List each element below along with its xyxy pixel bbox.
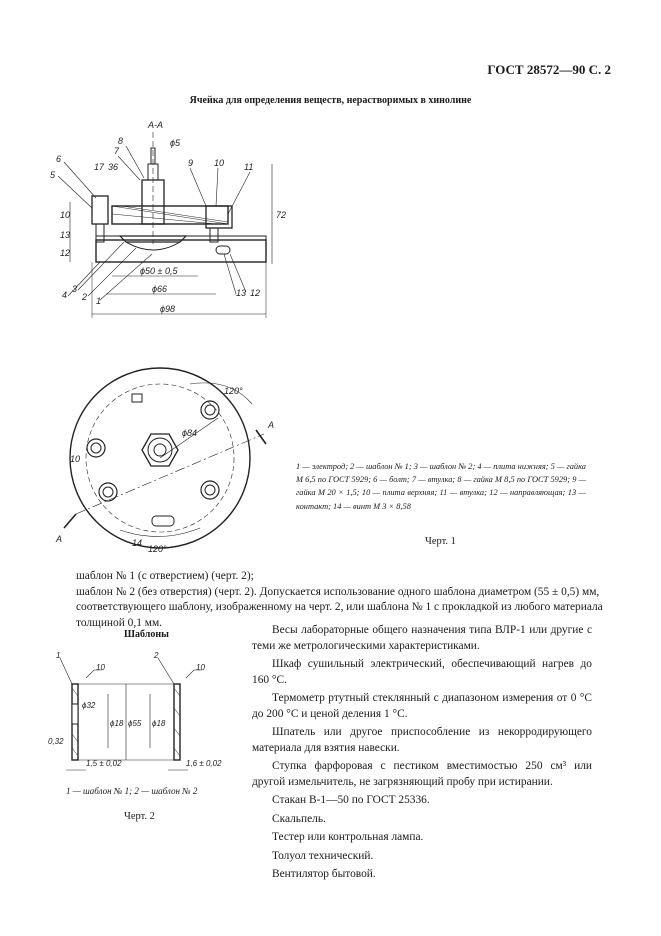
equipment-item: Весы лабораторные общего назначения типа ВЛР-1 или другие с теми же метрологическими характеристиками. <box>252 624 592 652</box>
equipment-item: Термометр ртутный стеклянный с диапазоном измерения от 0 °С до 200 °С и ценой деления 1 °С. <box>252 692 592 720</box>
dim-d18a: ϕ18 <box>110 719 124 728</box>
equipment-item: Шкаф сушильный электрический, обеспечивающий нагрев до 160 °С. <box>252 658 592 686</box>
dim-d84: ϕ84 <box>182 428 198 438</box>
section-label: А-А <box>148 120 164 130</box>
callout-13: 13 <box>236 288 247 298</box>
equipment-item: Ступка фарфоровая с пестиком вместимостью 250 см³ или другой измельчитель, не загрязняющий пробу при истирании. <box>252 760 592 788</box>
body-line-1: шаблон № 1 (с отверстием) (черт. 2); <box>76 570 254 582</box>
dim-d98: ϕ98 <box>160 304 176 314</box>
callout-1: 1 <box>96 296 102 306</box>
callout-11: 11 <box>244 162 254 172</box>
dim-c14: 14 <box>132 538 143 548</box>
callout-9: 9 <box>188 158 194 168</box>
dim-t2: 1,6 ± 0,02 <box>186 759 222 768</box>
dim-h13: 13 <box>60 230 71 240</box>
dim-k36: 36 <box>108 162 119 172</box>
dim-d18b: ϕ18 <box>152 719 166 728</box>
dim-d5: ϕ5 <box>170 138 181 148</box>
callout-6: 6 <box>56 154 62 164</box>
callout-5: 5 <box>50 170 56 180</box>
callout-4: 4 <box>62 290 68 300</box>
callout-3: 3 <box>72 284 78 294</box>
body-line-2: шаблон № 2 (без отверстия) (черт. 2). Допускается использование одного шаблона диаметром (55 ± 0,5) мм, соответствующего шаблону, изображенному на черт. 2, или шаблона № 1 с прокладкой из любого материала толщиной 0,1 мм. <box>76 585 603 629</box>
dim-h12: 12 <box>60 248 71 258</box>
figure2-legend: 1 — шаблон № 1; 2 — шаблон № 2 <box>66 786 198 796</box>
dim-p10a: 10 <box>96 663 105 672</box>
dim-d66: ϕ66 <box>152 284 168 294</box>
equipment-item: Шпатель или другое приспособление из некорродирующего материала для взятия навески. <box>252 726 592 754</box>
callout-8: 8 <box>118 136 124 146</box>
dim-h72: 72 <box>276 210 287 220</box>
equipment-list <box>252 623 592 886</box>
dim-v10: 10 <box>70 454 81 464</box>
equipment-item: Стакан В-1—50 по ГОСТ 25336. <box>272 794 430 806</box>
callout-12: 12 <box>250 288 261 298</box>
arrow-label-a: А <box>56 534 63 544</box>
callout-2: 2 <box>82 292 88 302</box>
angle-120-top: 120° <box>224 386 243 396</box>
figure2-caption: Черт. 2 <box>124 811 155 822</box>
figure2-drawing <box>46 648 246 778</box>
equipment-item: Тестер или контрольная лампа. <box>272 831 424 843</box>
figure1-legend: 1 — электрод; 2 — шаблон № 1; 3 — шаблон № 2; 4 — плита нижняя; 5 — гайка М 6,5 по ГОСТ 5929; 6 — болт; 7 — втулка; 8 — гайка М 8,5 по ГОСТ 5929; 9 — гайка М 20 × 1,5; 10 — плита верхняя; 11 — втулка; 12 — направляющая; 13 — контакт; 14 — винт М 3 × 8,58 <box>296 462 586 511</box>
document-reference: ГОСТ 28572—90 С. 2 <box>487 62 611 77</box>
equipment-item: Скальпель. <box>272 812 326 825</box>
figure2-title: Шаблоны <box>124 629 169 640</box>
angle-120-bottom: 120° <box>148 544 167 554</box>
dim-t1: 1,5 ± 0,02 <box>86 759 122 768</box>
equipment-item: Толуол технический. <box>272 849 374 862</box>
figure1-caption: Черт. 1 <box>425 536 456 547</box>
dim-h10: 10 <box>60 210 71 220</box>
dim-p10b: 10 <box>196 663 205 672</box>
template-label-2: 2 <box>154 651 159 660</box>
template-label-1: 1 <box>56 651 61 660</box>
callout-7: 7 <box>114 146 120 156</box>
dim-r: 0,32 <box>48 737 64 746</box>
dim-d55: ϕ55 <box>128 719 142 728</box>
dim-k17: 17 <box>94 162 105 172</box>
body-text <box>76 569 616 631</box>
dim-d32: ϕ32 <box>82 701 96 710</box>
dim-d50: ϕ50 ± 0,5 <box>140 266 178 276</box>
callout-10: 10 <box>214 158 225 168</box>
equipment-item: Вентилятор бытовой. <box>272 868 376 880</box>
figure1-title: Ячейка для определения веществ, нерастворимых в хинолине <box>189 95 472 106</box>
arrow-label-a2: А <box>268 420 275 430</box>
